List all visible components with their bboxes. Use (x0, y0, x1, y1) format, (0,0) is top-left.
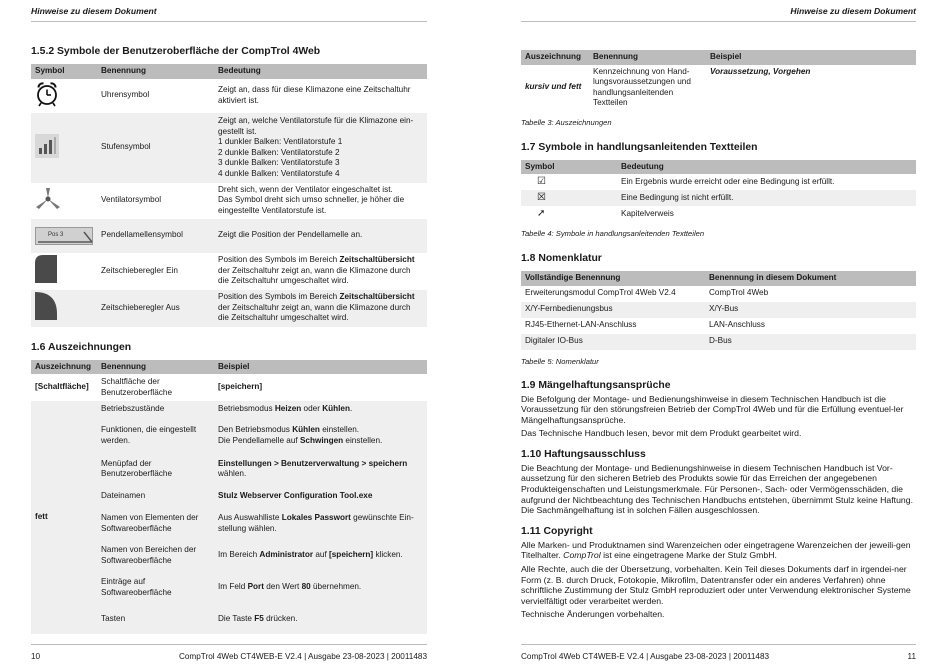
col-header: Auszeichnung (31, 360, 97, 375)
ex-text: gewünschte Ein-stellung wählen. (218, 513, 414, 533)
symbol-meaning: Kapitelverweis (621, 208, 674, 218)
meaning-line: Zeigt an, dass für diese Klimazone eine Zeitschaltuhr aktiviert ist. (218, 85, 411, 105)
meaning-text: der Zeitschaltuhr zeigt an, wann die Klimazone durch die Zeitschaltuhr umgeschaltet wird. (218, 302, 411, 323)
meaning-text: der Zeitschaltuhr zeigt an, wann die Klimazone durch die Zeitschaltuhr umgeschaltet wird. (218, 265, 411, 286)
meaning-text: Position des Symbols im Bereich (218, 292, 340, 302)
alarm-clock-icon (35, 81, 59, 107)
ex-text: . (349, 404, 353, 414)
ex-bold: Lokales Passwort (281, 513, 351, 522)
ex-text: auf (313, 550, 330, 560)
ex-text: einstellen. (343, 435, 383, 445)
ex-text: den Wert (263, 582, 302, 592)
symbol-meaning (214, 113, 427, 183)
short-name: X/Y-Bus (705, 302, 916, 318)
running-head-left: Hinweise zu diesem Dokument (31, 6, 157, 16)
markup-example (214, 401, 427, 418)
left-content (31, 46, 427, 634)
fan-icon (35, 188, 61, 210)
col-header: Benennung (589, 50, 706, 65)
louvre-position-label: Pos 3 (48, 231, 64, 238)
markup-label: [Schaltfläche] (35, 382, 89, 392)
pendulum-louvre-icon (35, 227, 93, 245)
table-row (31, 401, 427, 418)
section-heading-1-8: 1.8 Nomenklatur (521, 253, 602, 264)
section-heading-1-7: 1.7 Symbole in handlungsanleitenden Textteilen (521, 141, 758, 153)
para-italic: CompTrol (563, 550, 601, 561)
markup-name: Namen von Elementen der Softwareoberfläche (97, 507, 214, 540)
col-header: Benennung in diesem Dokument (705, 271, 916, 286)
symbol-meaning (214, 219, 427, 253)
ex-bold: Schwingen (299, 435, 344, 445)
table-row (31, 219, 427, 253)
symbol-cell (31, 290, 97, 327)
symbol-meaning (214, 290, 427, 327)
markup-name: Einträge auf Softwareoberfläche (97, 571, 214, 604)
col-header: Vollständige Benennung (521, 271, 705, 286)
time-slider-on-icon (35, 255, 57, 283)
footer-rule (31, 644, 427, 645)
section-heading-1-6: 1.6 Auszeichnungen (31, 341, 132, 353)
paragraph: Die Befolgung der Montage- und Bedienungshinweise in diesem Technischen Handbuch ist die Voraussetzung für den störungsfreien Betrieb der CompTrol 4Web und für die Erfüllung eventuel-ler Mängelhaftungsansprüche. (521, 393, 904, 425)
markup-example (214, 571, 427, 604)
ex-bold: 80 (301, 582, 311, 592)
ex-text: Aus Auswahlliste (218, 513, 282, 522)
level-bars-icon (35, 134, 59, 158)
para-text: ist eine eingetragene Marke der Stulz GmbH. (600, 550, 777, 561)
markup-label: kursiv und fett (525, 82, 582, 92)
markup-label: fett (31, 401, 97, 634)
table-row (521, 318, 916, 334)
ex-bold: Administrator (259, 550, 314, 560)
markup-example: Voraussetzung, Vorgehen (710, 66, 811, 76)
header-rule (521, 21, 916, 22)
table-caption: Tabelle 3: Auszeichnungen (521, 117, 612, 127)
full-name: X/Y-Fernbedienungsbus (521, 302, 705, 318)
section-heading-1-10: 1.10 Haftungsausschluss (521, 448, 646, 460)
meaning-text: Position des Symbols im Bereich (218, 255, 340, 265)
time-slider-off-icon (35, 292, 57, 320)
action-symbols-table (521, 160, 916, 223)
symbol-meaning (214, 253, 427, 290)
ex-bold: Einstellungen > Benutzerverwaltung > speichern (218, 458, 408, 468)
paragraph: Alle Rechte, auch die der Übersetzung, vorbehalten. Kein Teil dieses Dokuments darf in irgendei-ner Form (z. B. durch Druck, Fotokopie, Mikrofilm, Datentransfer oder ein anderes Verfahren) ohne schriftliche Zustimmung der Stulz GmbH reproduziert oder unter Verwendung elektronischer Systeme vervielfältigt oder verarbeitet werden. (521, 564, 911, 606)
ex-text: Den Betriebsmodus (218, 425, 293, 434)
table-row (31, 183, 427, 219)
symbol-name: Pendellamellensymbol (97, 219, 214, 253)
table-caption: Tabelle 5: Nomenklatur (521, 356, 599, 366)
checked-box-icon: ☑ (537, 175, 546, 187)
markup-example: [speichern] (218, 382, 263, 392)
symbol-name: Zeitschieberegler Aus (97, 290, 214, 327)
table-row (31, 113, 427, 183)
symbol-meaning: Ein Ergebnis wurde erreicht oder eine Bedingung ist erfüllt. (621, 176, 835, 186)
page-number-left: 10 (31, 652, 41, 661)
markup-name: Funktionen, die eingestellt werden. (97, 418, 214, 453)
markup-name: Schaltfläche der Benutzeroberfläche (101, 377, 173, 397)
doc-info-left: CompTrol 4Web CT4WEB-E V2.4 | Ausgabe 23-08-2023 | 20011483 (178, 652, 427, 661)
markup-name: Kennzeichnung von Hand-lungsvoraussetzungen und handlungsanleitenden Textteilen (593, 66, 691, 107)
ex-bold: Kühlen (292, 425, 320, 434)
meaning-line: Zeigt an, welche Ventilatorstufe für die Klimazone ein-gestellt ist. (218, 116, 414, 136)
full-name: RJ45-Ethernet-LAN-Anschluss (525, 320, 637, 330)
ex-bold: Stulz Webserver Configuration Tool.exe (218, 490, 373, 500)
ex-text: einstellen. Die Pendellamelle auf (218, 425, 360, 445)
markup-name: Betriebszustände (97, 401, 214, 418)
markup-example (214, 453, 427, 485)
ex-text: Betriebsmodus (218, 404, 275, 414)
section-heading-1-11: 1.11 Copyright (521, 525, 593, 537)
markup-example (214, 418, 427, 453)
col-header: Symbol (521, 160, 617, 175)
col-header: Bedeutung (214, 64, 427, 79)
markup-name: Tasten (97, 604, 214, 634)
table-row (521, 206, 916, 222)
symbol-cell (31, 219, 97, 253)
meaning-bold: Zeitschaltübersicht (339, 255, 415, 265)
nomenclature-table (521, 271, 916, 350)
symbol-name: Zeitschieberegler Ein (101, 265, 178, 275)
ex-text: Im Feld (218, 582, 248, 592)
ex-bold: Port (247, 582, 264, 592)
meaning-line: 3 dunkle Balken: Ventilatorstufe 3 (218, 158, 340, 167)
table-row (31, 290, 427, 327)
short-name: CompTrol 4Web (709, 288, 769, 298)
para-text: Alle Marken- und Produktnamen sind Warenzeichen oder eingetragene Warenzeichen der jeweili-gen Titelhalter. (521, 539, 911, 561)
right-content (521, 50, 916, 623)
table-row (31, 79, 427, 113)
paragraph: Die Beachtung der Montage- und Bedienungshinweise in diesem Technischen Handbuch ist Vor-aussetzung für den sicheren Betrieb des Produkts sowie für das Erreichen der angegebenen Produkteigenschaften und Leistungsmerkmale. Für Personen-, Sach- oder Vermögensschäden, die aufgrund der Nichtbeachtung des Technischen Handbuchs entstehen, übernimmt Stulz keine Haftung. Die Sachmängelhaftung ist in solchen Fällen ausgeschlossen. (521, 462, 913, 516)
arrow-icon: ➚ (537, 207, 546, 219)
ex-text: wählen. (218, 469, 247, 478)
header-rule (31, 21, 427, 22)
symbol-cell (31, 79, 97, 113)
ex-text: übernehmen. (310, 582, 362, 592)
ex-bold: F5 (254, 613, 264, 623)
meaning-bold: Zeitschaltübersicht (339, 292, 415, 302)
page-number-right: 11 (907, 652, 916, 661)
meaning-line: Zeigt die Position der Pendellamelle an. (218, 230, 363, 240)
col-header: Benennung (97, 64, 214, 79)
short-name: D-Bus (705, 334, 916, 350)
table-row (521, 334, 916, 350)
markup-name: Dateinamen (97, 485, 214, 507)
table-row (31, 253, 427, 290)
table-caption: Tabelle 4: Symbole in handlungsanleitenden Textteilen (521, 229, 705, 238)
symbol-name: Uhrensymbol (101, 90, 150, 100)
symbol-cell (31, 253, 97, 290)
symbol-meaning (214, 79, 427, 113)
table-row (521, 65, 916, 111)
table-row (31, 374, 427, 401)
short-name: LAN-Anschluss (709, 320, 765, 330)
ex-text: klicken. (373, 550, 403, 560)
ex-text: drücken. (263, 613, 298, 623)
footer-rule (521, 644, 916, 645)
running-head-right: Hinweise zu diesem Dokument (790, 6, 916, 16)
markup-example (214, 485, 427, 507)
section-heading-1-5-2: 1.5.2 Symbole der Benutzeroberfläche der CompTrol 4Web (31, 46, 321, 57)
symbol-name: Ventilatorsymbol (101, 195, 162, 205)
symbol-name: Stufensymbol (97, 113, 214, 183)
markup-example (214, 540, 427, 571)
ui-symbols-table (31, 64, 427, 327)
col-header: Symbol (31, 64, 97, 79)
markup-example (214, 507, 427, 540)
full-name: Digitaler IO-Bus (521, 334, 705, 350)
meaning-line: Das Symbol dreht sich umso schneller, je höher die eingestellte Ventilatorstufe ist. (218, 195, 405, 215)
ex-bold: Kühlen (322, 404, 350, 414)
col-header: Beispiel (214, 360, 427, 375)
crossed-box-icon: ☒ (521, 190, 617, 206)
doc-info-right: CompTrol 4Web CT4WEB-E V2.4 | Ausgabe 23-08-2023 | 20011483 (521, 652, 770, 661)
ex-text: Im Bereich (218, 550, 260, 560)
markup-table (31, 360, 427, 635)
ex-text: Die Taste (218, 613, 255, 623)
right-page (475, 0, 950, 664)
ex-text: oder (301, 404, 323, 414)
table-row (521, 286, 916, 302)
markup-example (214, 604, 427, 634)
symbol-meaning (214, 183, 427, 219)
markup-table-continued (521, 50, 916, 111)
paragraph (521, 540, 916, 561)
ex-bold: [speichern] (329, 550, 374, 560)
section-heading-1-9: 1.9 Mängelhaftungsansprüche (521, 379, 671, 391)
col-header: Bedeutung (617, 160, 916, 175)
col-header: Benennung (97, 360, 214, 375)
table-row (521, 174, 916, 190)
meaning-line: Dreht sich, wenn der Ventilator eingeschaltet ist. (218, 184, 393, 194)
table-row (521, 302, 916, 318)
table-row (521, 190, 916, 206)
paragraph: Technische Änderungen vorbehalten. (521, 609, 665, 620)
paragraph: Das Technische Handbuch lesen, bevor mit dem Produkt gearbeitet wird. (521, 428, 802, 439)
ex-bold: Heizen (274, 404, 302, 414)
col-header: Auszeichnung (521, 50, 589, 65)
markup-name: Namen von Bereichen der Softwareoberfläche (97, 540, 214, 571)
meaning-line: 1 dunkler Balken: Ventilatorstufe 1 (218, 137, 343, 146)
symbol-meaning: Eine Bedingung ist nicht erfüllt. (617, 190, 916, 206)
symbol-cell (31, 183, 97, 219)
meaning-line: 2 dunkle Balken: Ventilatorstufe 2 (218, 147, 340, 157)
markup-name: Menüpfad der Benutzeroberfläche (97, 453, 214, 485)
col-header: Beispiel (706, 50, 916, 65)
meaning-line: 4 dunkle Balken: Ventilatorstufe 4 (218, 168, 340, 178)
full-name: Erweiterungsmodul CompTrol 4Web V2.4 (525, 288, 676, 298)
symbol-cell (31, 113, 97, 183)
